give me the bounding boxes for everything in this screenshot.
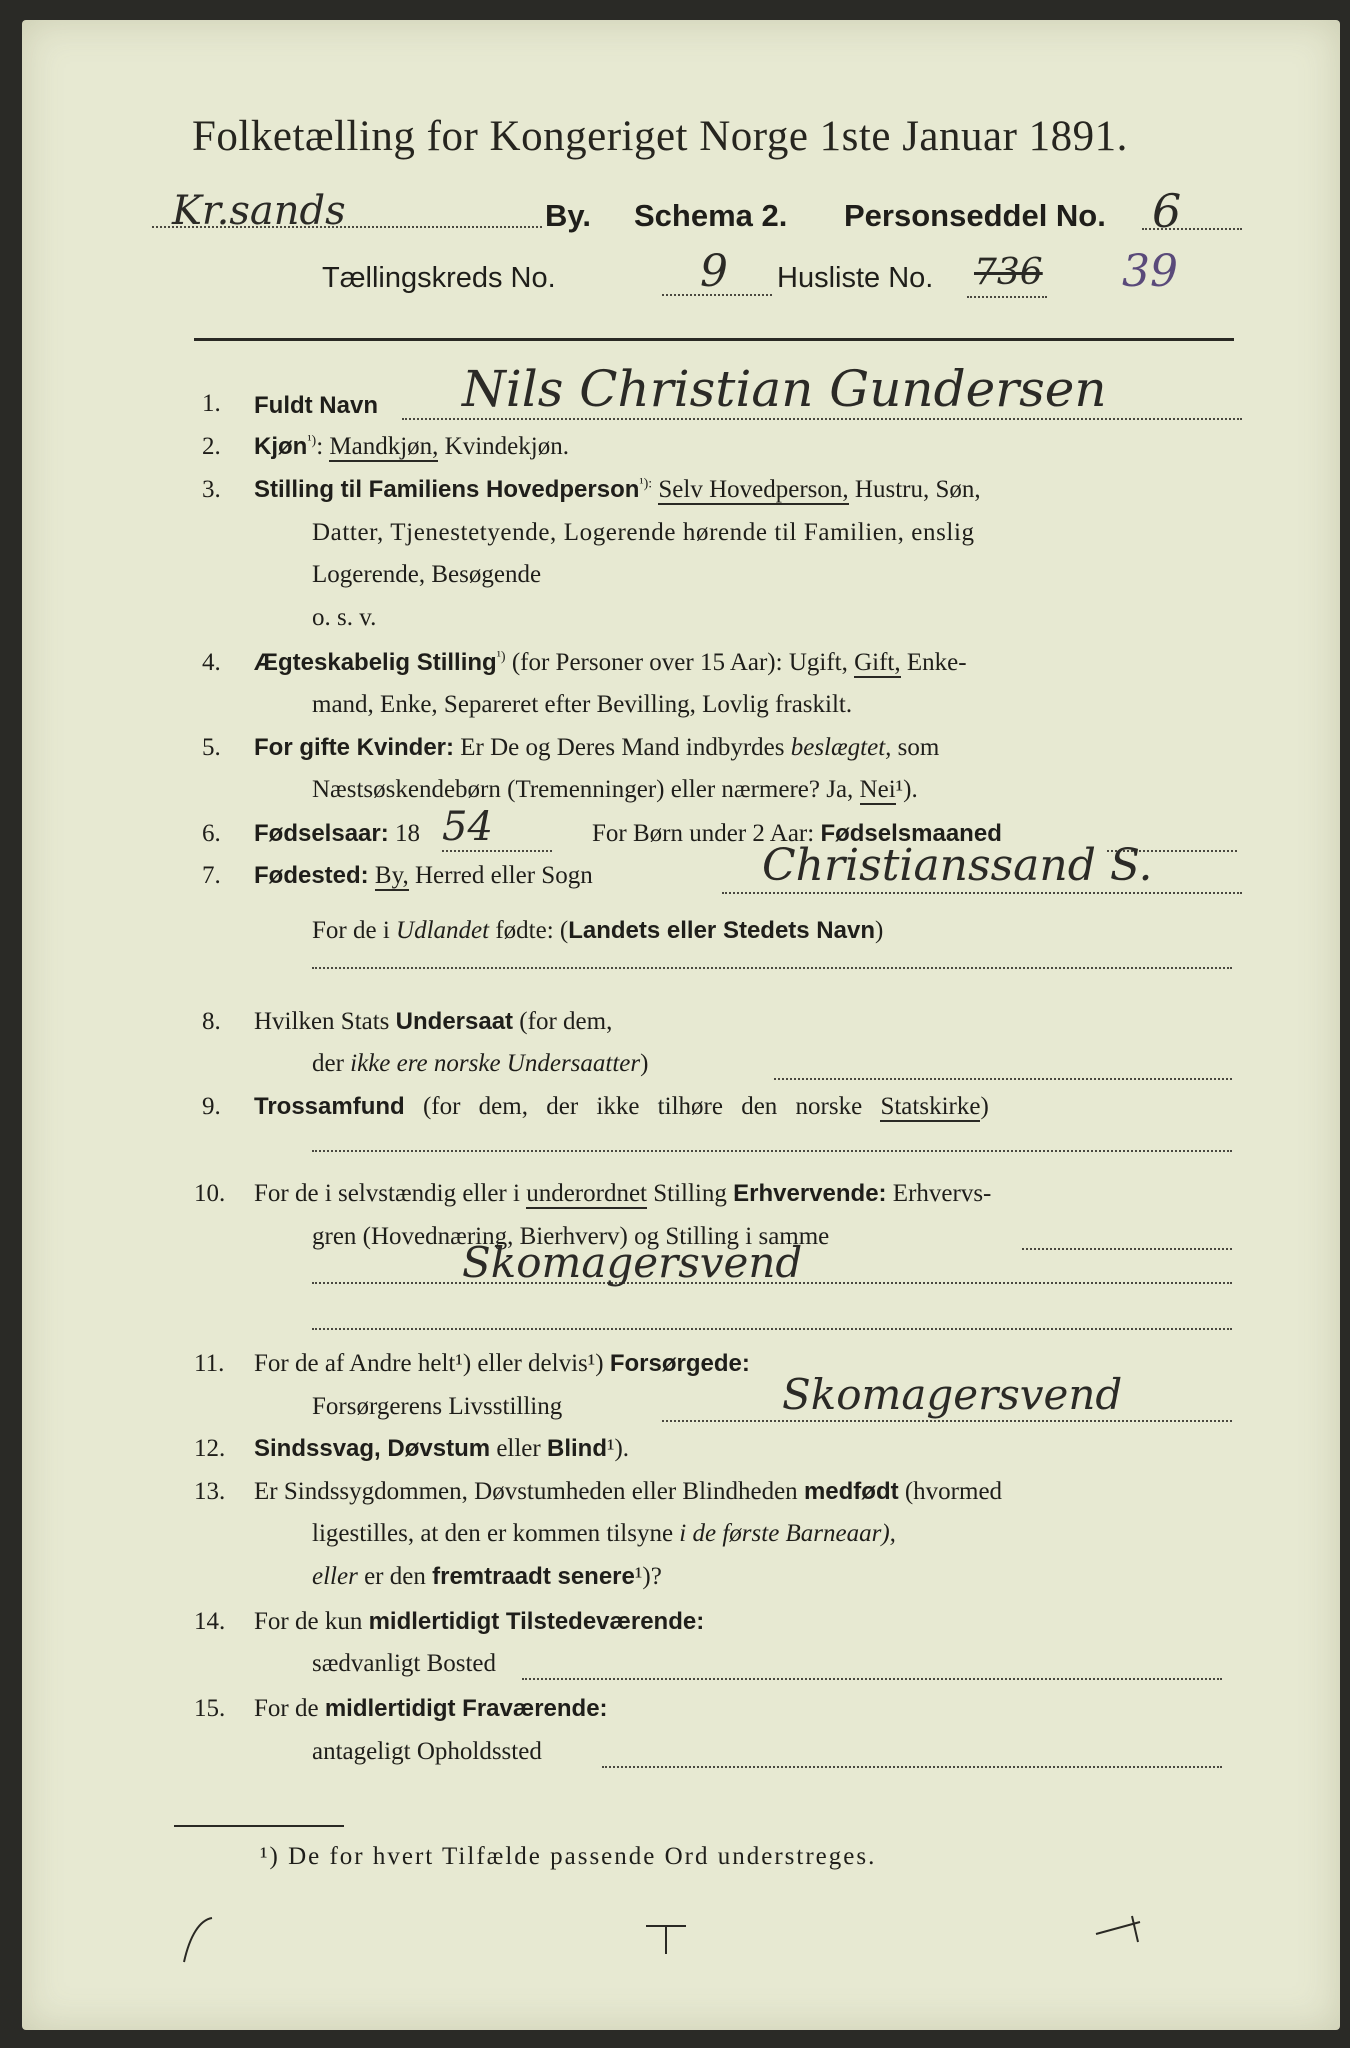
sex-label: Kjøn (254, 433, 308, 460)
item-number: 8. (202, 1008, 221, 1035)
item-number: 11. (194, 1350, 225, 1377)
temporary-present-text: For de kun (254, 1608, 369, 1635)
congenital-label: medfødt (803, 1478, 899, 1505)
household-position-line3: Logerende, Besøgende (312, 561, 542, 588)
temporary-absent-line2: antageligt Opholdssted (312, 1738, 542, 1765)
congenital-line3-text: er den (357, 1563, 433, 1590)
household-position-label: Stilling til Familiens Hovedperson (254, 476, 640, 503)
taellingskreds-label: Tællingskreds No. (322, 262, 556, 294)
congenital-text-end: (hvormed (898, 1478, 1003, 1505)
occupation-label: Erhvervende: (733, 1180, 887, 1207)
birth-year-prefix: 18 (388, 820, 420, 847)
dependents-line1 (254, 1350, 750, 1378)
dependents-answer: Skomagersvend (782, 1370, 1123, 1419)
sex-question (254, 433, 569, 461)
temporary-absent-text: For de (254, 1695, 325, 1722)
household-position-selected: Selv Hovedperson, (658, 476, 849, 503)
temporary-present-line2: sædvanligt Bosted (312, 1650, 497, 1677)
full-name-answer: Nils Christian Gundersen (462, 360, 1107, 418)
birth-month-label: Fødselsmaaned (820, 820, 1002, 847)
full-name-label: Fuldt Navn (254, 392, 378, 419)
personseddel-number: 6 (1152, 184, 1182, 238)
citizenship-line2-text: der (312, 1050, 351, 1077)
footnote: ¹) De for hvert Tilfælde passende Ord understreges. (260, 1843, 877, 1870)
congenital-text: Er Sindssygdommen, Døvstumheden eller Blindheden (254, 1478, 804, 1505)
household-position-line1 (254, 476, 981, 504)
item-number: 3. (202, 476, 221, 503)
citizenship-line2-italic: ikke ere norske Undersaatter (350, 1050, 641, 1077)
taellingskreds-dotted-line (662, 294, 772, 296)
city-name-handwritten: Kr.sands (172, 188, 346, 234)
item-number: 7. (202, 862, 221, 889)
married-women-italic: beslægtet, (790, 734, 892, 761)
religion-selected: Statskirke (880, 1093, 981, 1120)
occupation-text: For de i selvstændig eller i (254, 1180, 527, 1207)
birthplace-abroad-end: ) (875, 917, 884, 944)
disability-label-b: Blind (546, 1435, 607, 1462)
marital-status-line1 (254, 649, 967, 677)
citizenship-dotted-line (774, 1078, 1232, 1080)
full-name-dotted-line (402, 418, 1242, 420)
occupation-dotted-line-1 (1022, 1248, 1232, 1250)
dependents-dotted-line (662, 1420, 1232, 1422)
marital-status-line2: mand, Enke, Separeret efter Bevilling, Lovlig fraskilt. (312, 691, 853, 718)
birth-year-line (254, 820, 420, 848)
temporary-absent-line1 (254, 1695, 608, 1723)
congenital-line3-bold: fremtraadt senere (432, 1563, 635, 1590)
occupation-line2: gren (Hovednæring, Bierhverv) og Stilling i samme (312, 1223, 830, 1250)
marital-status-selected: Gift, (854, 649, 901, 676)
taellingskreds-number: 9 (700, 246, 728, 297)
item-number: 9. (202, 1093, 221, 1120)
citizenship-label: Undersaat (395, 1008, 514, 1035)
birth-year-label: Fødselsaar: (254, 820, 389, 847)
footnote-marker: ¹): (639, 476, 653, 492)
disability-line (254, 1435, 629, 1463)
item-number: 12. (194, 1435, 226, 1462)
by-label: By. (545, 198, 591, 233)
husliste-number-struck: 736 (974, 252, 1043, 293)
personseddel-dotted-line (1142, 228, 1242, 230)
disability-text-end: ¹). (606, 1435, 630, 1462)
temporary-present-line1 (254, 1608, 704, 1636)
item-number: 1. (202, 390, 221, 417)
item-number: 15. (194, 1695, 226, 1722)
temporary-absent-label: midlertidigt Fraværende: (324, 1695, 608, 1722)
marital-status-text: (for Personer over 15 Aar): Ugift, (505, 649, 855, 676)
household-position-line2: Datter, Tjenestetyende, Logerende hørende til Familien, enslig (312, 519, 975, 546)
birthplace-options: Herred eller Sogn (408, 862, 593, 889)
citizenship-text: Hvilken Stats (254, 1008, 396, 1035)
occupation-dotted-line-3 (312, 1328, 1232, 1330)
citizenship-line2-end: ) (640, 1050, 649, 1077)
occupation-line1 (254, 1180, 991, 1208)
marital-status-text-end: Enke- (900, 649, 967, 676)
married-women-label: For gifte Kvinder: (254, 734, 455, 761)
item-number: 2. (202, 433, 221, 460)
birthplace-abroad-text: For de i (312, 917, 397, 944)
birth-month-text: For Børn under 2 Aar: (592, 820, 821, 847)
temporary-present-dotted-line (522, 1678, 1222, 1680)
birthplace-label: Fødested: (254, 862, 369, 889)
married-women-line2-text: Næstsøskendebørn (Tremenninger) eller nærmere? Ja, (312, 776, 860, 803)
congenital-line3-italic: eller (312, 1563, 358, 1590)
item-number: 6. (202, 820, 221, 847)
occupation-text2: Stilling (647, 1180, 734, 1207)
footnote-marker: ¹) (496, 649, 506, 665)
temporary-absent-dotted-line (602, 1766, 1222, 1768)
married-women-line1 (254, 734, 939, 762)
congenital-line2-text: ligestilles, at den er kommen tilsyne (312, 1520, 680, 1547)
marital-status-label: Ægteskabelig Stilling (254, 649, 497, 676)
birthplace-selected: By, (374, 862, 409, 889)
birthplace-answer: Christianssand S. (762, 840, 1153, 891)
husliste-dotted-line (967, 296, 1047, 298)
pen-mark-icon (642, 1920, 692, 1960)
congenital-line2-italic: i de første Barneaar), (679, 1520, 896, 1547)
congenital-line3 (312, 1563, 662, 1591)
item-number: 4. (202, 649, 221, 676)
birthplace-abroad-text2: fødte: ( (489, 917, 569, 944)
husliste-number: 39 (1122, 246, 1178, 297)
religion-text: (for dem, der ikke tilhøre den norske (404, 1093, 881, 1120)
birthplace-abroad-bold: Landets eller Stedets Navn (568, 917, 875, 944)
occupation-selected: underordnet (526, 1180, 647, 1207)
birthplace-line1 (254, 862, 593, 890)
religion-line (254, 1093, 989, 1121)
dependents-line2: Forsørgerens Livsstilling (312, 1393, 563, 1420)
item-number: 13. (194, 1478, 226, 1505)
citizenship-text-end: (for dem, (513, 1008, 613, 1035)
birth-year-answer: 54 (442, 804, 493, 850)
occupation-text-end: Erhvervs- (886, 1180, 992, 1207)
religion-text-end: ) (980, 1093, 989, 1120)
birth-year-dotted-line (442, 850, 552, 852)
household-position-options: Hustru, Søn, (848, 476, 981, 503)
item-number: 5. (202, 734, 221, 761)
married-women-line2-end: ¹). (895, 776, 918, 803)
item-number: 10. (194, 1180, 226, 1207)
household-position-line4: o. s. v. (312, 604, 377, 631)
married-women-line2 (312, 776, 918, 804)
form-title: Folketælling for Kongeriget Norge 1ste Januar 1891. (192, 113, 1128, 160)
sex-option-female: Kvindekjøn. (438, 433, 569, 460)
religion-dotted-line (312, 1150, 1232, 1152)
congenital-line2 (312, 1520, 896, 1548)
occupation-answer: Skomagersvend (462, 1238, 803, 1287)
pen-mark-icon (172, 1910, 222, 1970)
temporary-present-label: midlertidigt Tilstedeværende: (368, 1608, 705, 1635)
personseddel-label: Personseddel No. (844, 198, 1106, 233)
sex-option-male-selected: Mandkjøn, (329, 433, 439, 460)
header-rule (194, 338, 1234, 341)
census-form-page (22, 20, 1340, 2030)
religion-label: Trossamfund (254, 1093, 405, 1120)
dependents-text: For de af Andre helt¹) eller delvis¹) (254, 1350, 610, 1377)
city-dotted-line (152, 226, 542, 228)
birthplace-abroad-dotted-line (312, 967, 1232, 969)
sex-colon: : (316, 433, 330, 460)
dependents-label: Forsørgede: (609, 1350, 750, 1377)
item-number: 14. (194, 1608, 226, 1635)
citizenship-line1 (254, 1008, 612, 1036)
husliste-label: Husliste No. (777, 262, 934, 294)
congenital-line1 (254, 1478, 1002, 1506)
disability-label-a: Sindssvag, Døvstum (254, 1435, 491, 1462)
footnote-rule (174, 1825, 344, 1827)
disability-text: eller (490, 1435, 547, 1462)
schema-label: Schema 2. (634, 198, 788, 233)
married-women-text: Er De og Deres Mand indbyrdes (454, 734, 791, 761)
congenital-line3-end: ¹)? (634, 1563, 662, 1590)
birthplace-line2 (312, 917, 883, 945)
footnote-marker: ¹) (307, 433, 317, 449)
married-women-text-end: som (891, 734, 940, 761)
married-women-selected: Nei (859, 776, 896, 803)
citizenship-line2 (312, 1050, 648, 1078)
pen-mark-icon (1092, 1910, 1152, 1950)
birthplace-abroad-italic: Udlandet (396, 917, 490, 944)
birthplace-dotted-line (722, 892, 1242, 894)
